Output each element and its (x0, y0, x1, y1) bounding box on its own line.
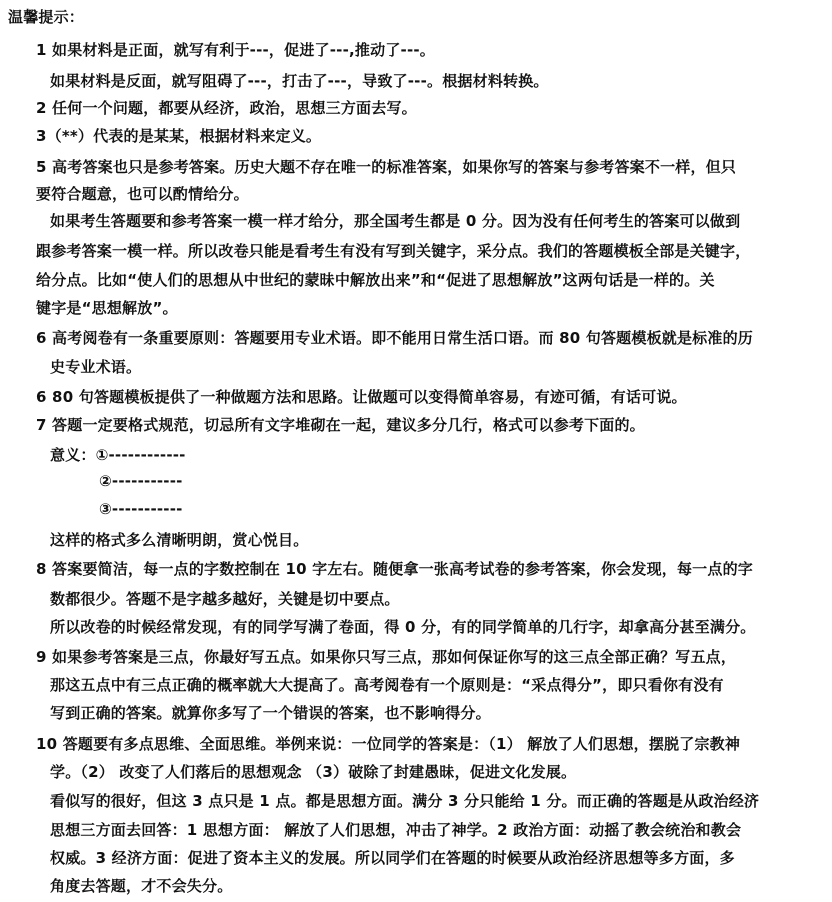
text-line: 所以改卷的时候经常发现，有的同学写满了卷面，得 0 分，有的同学简单的几行字，却拿高分甚至满分。 (50, 618, 756, 636)
text-line: 9 如果参考答案是三点，你最好写五点。如果你只写三点，那如何保证你写的这三点全部正确？写五点， (36, 648, 737, 666)
text-line: 这样的格式多么清晰明朗，赏心悦目。 (50, 531, 309, 549)
text-line: ③----------- (99, 500, 183, 518)
text-line: 2 任何一个问题，都要从经济，政治，思想三方面去写。 (36, 99, 417, 117)
text-line: 看似写的很好，但这 3 点只是 1 点。都是思想方面。满分 3 分只能给 1 分。而正确的答题是从政治经济 (50, 792, 760, 810)
text-line: 史专业术语。 (50, 358, 142, 376)
text-line: 给分点。比如“使人们的思想从中世纪的蒙昧中解放出来”和“促进了思想解放”这两句话是一样的。关 (36, 271, 715, 289)
text-line: 如果考生答题要和参考答案一模一样才给分，那全国考生都是 0 分。因为没有任何考生的答案可以做到 (50, 212, 741, 230)
text-line: 跟参考答案一模一样。所以改卷只能是看考生有没有写到关键字，采分点。我们的答题模板全部是关键字， (36, 242, 751, 260)
text-line: 思想三方面去回答：1 思想方面： 解放了人们思想，冲击了神学。2 政治方面：动摇了教会统治和教会 (50, 821, 742, 839)
text-line: 那这五点中有三点正确的概率就大大提高了。高考阅卷有一个原则是：“采点得分”，即只看你有没有 (50, 676, 724, 694)
heading: 温馨提示： (8, 8, 85, 26)
text-line: 1 如果材料是正面，就写有利于---，促进了---,推动了---。 (36, 41, 435, 59)
text-line: 角度去答题，才不会失分。 (50, 877, 233, 895)
text-line: 7 答题一定要格式规范，切忌所有文字堆砌在一起，建议多分几行，格式可以参考下面的。 (36, 416, 645, 434)
text-line: 学。（2） 改变了人们落后的思想观念 （3）破除了封建愚昧，促进文化发展。 (50, 763, 577, 781)
text-line: 3（**）代表的是某某，根据材料来定义。 (36, 127, 322, 145)
text-line: 如果材料是反面，就写阻碍了---，打击了---，导致了---。根据材料转换。 (50, 72, 549, 90)
text-line: 要符合题意，也可以酌情给分。 (36, 185, 249, 203)
text-line: 6 高考阅卷有一条重要原则：答题要用专业术语。即不能用日常生活口语。而 80 句答题模板就是标准的历 (36, 329, 753, 347)
text-line: 权威。3 经济方面：促进了资本主义的发展。所以同学们在答题的时候要从政治经济思想等多方面，多 (50, 849, 735, 867)
text-line: 数都很少。答题不是字越多越好，关键是切中要点。 (50, 590, 400, 608)
text-line: ②----------- (99, 472, 183, 490)
text-line: 意义：①------------ (50, 446, 186, 464)
text-line: 8 答案要简洁，每一点的字数控制在 10 字左右。随便拿一张高考试卷的参考答案，你会发现，每一点的字 (36, 560, 753, 578)
text-line: 6 80 句答题模板提供了一种做题方法和思路。让做题可以变得简单容易，有迹可循，有话可说。 (36, 388, 687, 406)
text-line: 键字是“思想解放”。 (36, 299, 178, 317)
text-line: 10 答题要有多点思维、全面思维。举例来说：一位同学的答案是：（1） 解放了人们思想，摆脱了宗教神 (36, 735, 741, 753)
text-line: 写到正确的答案。就算你多写了一个错误的答案，也不影响得分。 (50, 704, 491, 722)
text-line: 5 高考答案也只是参考答案。历史大题不存在唯一的标准答案，如果你写的答案与参考答案不一样，但只 (36, 158, 737, 176)
